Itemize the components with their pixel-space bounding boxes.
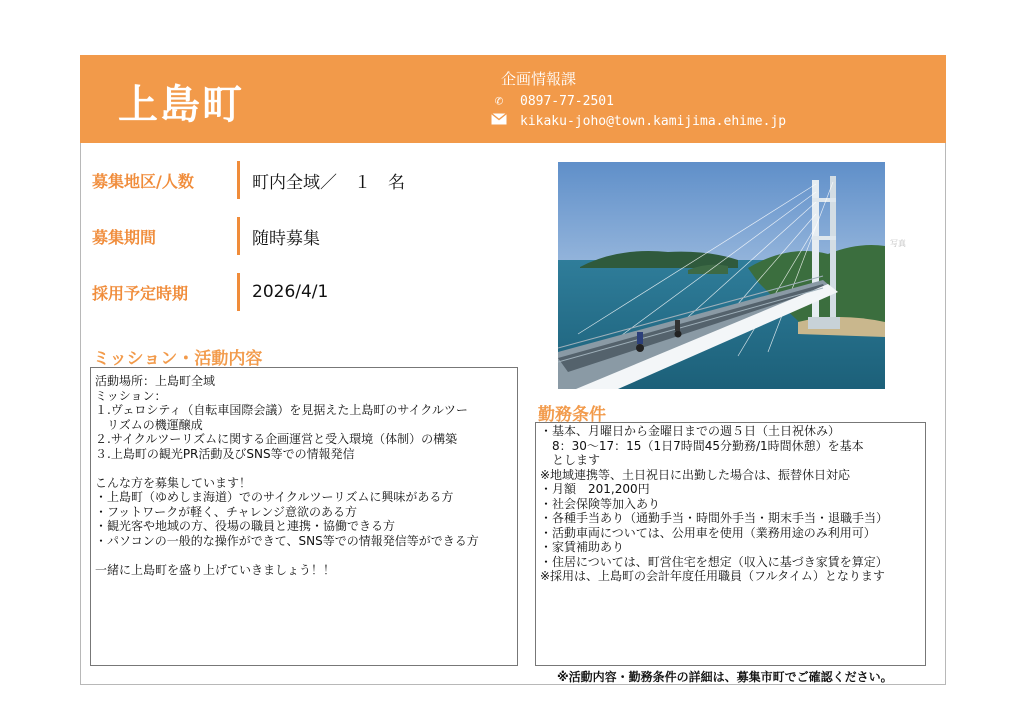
mission-line: ２.サイクルツーリズムに関する企画運営と受入環境（体制）の構築 [95, 432, 458, 446]
condition-line: とします [540, 453, 601, 467]
condition-line: ※地域連携等、土日祝日に出勤した場合は、振替休日対応 [540, 467, 851, 482]
mission-line: リズムの機運醸成 [95, 417, 203, 432]
bridge-photo [558, 162, 885, 389]
phone-number[interactable]: 0897-77-2501 [520, 93, 614, 109]
mission-line: 一緒に上島町を盛り上げていきましょう！！ [95, 562, 336, 577]
condition-line: ・住居については、町営住宅を想定（収入に基づき家賃を算定） [540, 554, 888, 569]
hire-value: 2026/4/1 [252, 282, 329, 302]
email-row [490, 111, 786, 131]
town-name: 上島町 [118, 82, 244, 128]
photo-watermark: 写真 [890, 239, 906, 248]
conditions-box [535, 422, 926, 666]
separator-bar [237, 217, 240, 255]
mission-line: ・フットワークが軽く、チャレンジ意欲のある方 [95, 504, 357, 519]
mission-line: ・観光客や地域の方、役場の職員と連携・協働できる方 [95, 519, 396, 533]
contact-block [490, 68, 786, 131]
condition-line: ・社会保険等加入あり [540, 496, 661, 511]
period-value: 随時募集 [252, 228, 320, 249]
condition-line: ・各種手当あり（通勤手当・時間外手当・期末手当・退職手当） [540, 511, 889, 525]
info-row-area [92, 160, 405, 200]
mail-icon [490, 113, 508, 129]
mission-line: ミッション： [95, 388, 167, 403]
mission-line: ・上島町（ゆめしま海道）でのサイクルツーリズムに興味がある方 [95, 490, 454, 504]
hire-label: 採用予定時期 [92, 283, 189, 303]
condition-line: ・月額 201,200円 [540, 482, 650, 496]
info-row-hire [92, 272, 328, 312]
condition-line: ・活動車両については、公用車を使用（業務用途のみ利用可） [540, 525, 876, 540]
period-label: 募集期間 [92, 227, 157, 247]
info-row-period [92, 216, 320, 256]
department-name: 企画情報課 [501, 70, 577, 88]
mission-box [90, 367, 518, 666]
mission-line: こんな方を募集しています！ [95, 475, 252, 490]
condition-line: ※採用は、上島町の会計年度任用職員（フルタイム）となります [540, 569, 885, 583]
area-label: 募集地区/人数 [92, 171, 194, 191]
condition-line: ・基本、月曜日から金曜日までの週５日（土日祝休み） [540, 424, 841, 438]
mission-line [95, 461, 513, 476]
mission-line: 活動場所：上島町全域 [95, 374, 216, 388]
mission-line: １.ヴェロシティ（自転車国際会議）を見据えた上島町のサイクルツー [95, 403, 468, 417]
mission-line: ３.上島町の観光PR活動及びSNS等での情報発信 [95, 446, 355, 461]
header-banner [80, 55, 946, 143]
area-value: 町内全域／ １ 名 [252, 172, 405, 193]
footer-note: ※活動内容・勤務条件の詳細は、募集市町でご確認ください。 [557, 670, 893, 684]
conditions-title: 勤務条件 [538, 405, 606, 425]
mission-title: ミッション・活動内容 [93, 349, 263, 369]
mission-line: ・パソコンの一般的な操作ができて、SNS等での情報発信等ができる方 [95, 533, 479, 548]
email-address[interactable]: kikaku-joho@town.kamijima.ehime.jp [520, 113, 787, 129]
separator-bar [237, 161, 240, 199]
phone-icon: ✆ [494, 93, 504, 109]
mission-line [95, 548, 513, 563]
phone-row [490, 91, 786, 111]
condition-line: 8：30～17：15（1日7時間45分勤務/1時間休憩）を基本 [540, 438, 864, 453]
separator-bar [237, 273, 240, 311]
condition-line: ・家賃補助あり [540, 540, 625, 554]
